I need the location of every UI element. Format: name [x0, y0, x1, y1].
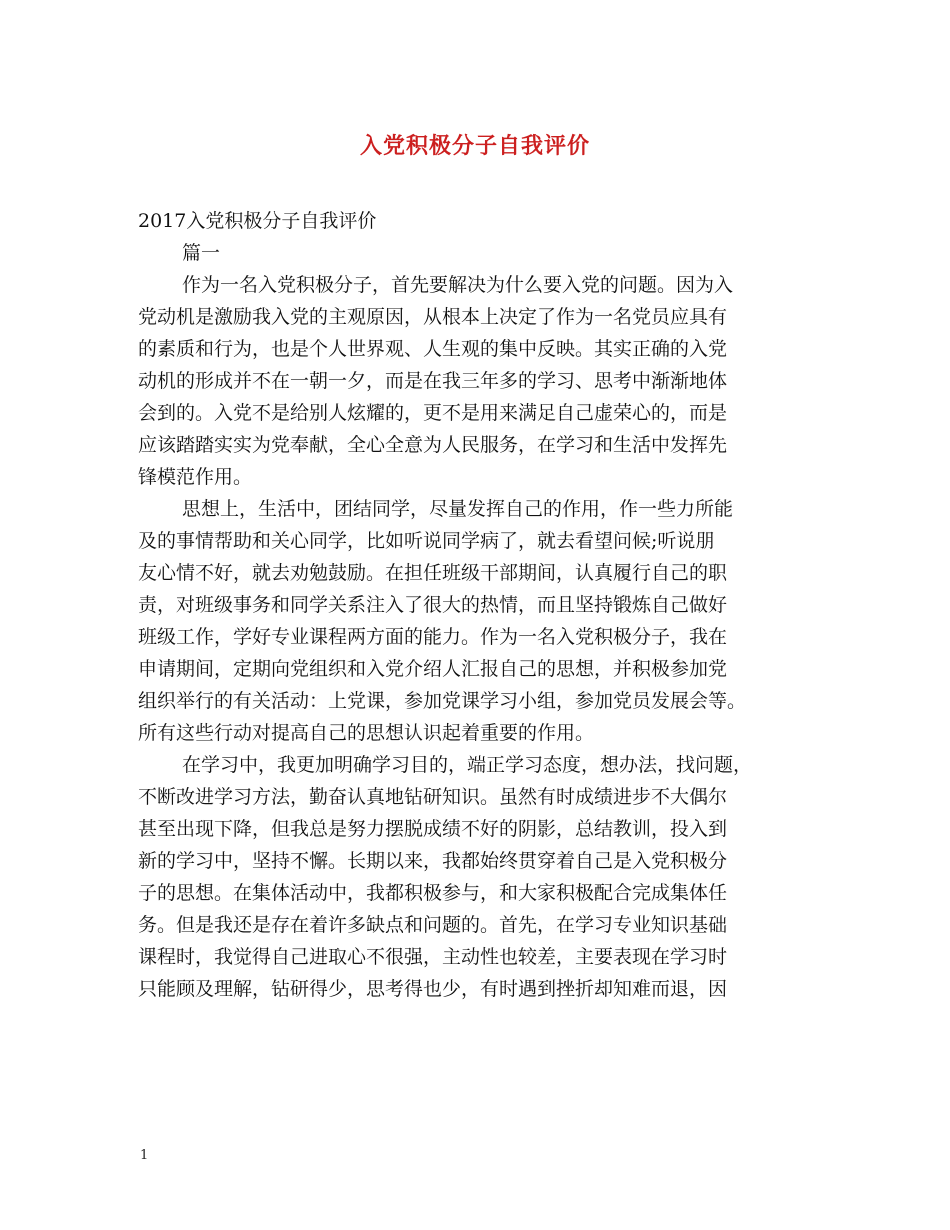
paragraph-line: 课程时，我觉得自己进取心不很强，主动性也较差，主要表现在学习时 — [138, 946, 728, 968]
paragraph-line: 不断改进学习方法，勤奋认真地钻研知识。虽然有时成绩进步不大偶尔 — [138, 786, 728, 808]
paragraph-line: 在学习中，我更加明确学习目的，端正学习态度，想办法，找问题， — [182, 754, 753, 776]
paragraph-line: 申请期间，定期向党组织和入党介绍人汇报自己的思想，并积极参加党 — [138, 658, 728, 680]
paragraph-line: 班级工作，学好专业课程两方面的能力。作为一名入党积极分子，我在 — [138, 626, 728, 648]
paragraph-line: 甚至出现下降，但我总是努力摆脱成绩不好的阴影，总结教训，投入到 — [138, 818, 728, 840]
paragraph-line: 子的思想。在集体活动中，我都积极参与，和大家积极配合完成集体任 — [138, 882, 728, 904]
document-body — [138, 205, 818, 1005]
section-heading: 篇一 — [182, 242, 221, 264]
paragraph-line: 锋模范作用。 — [138, 466, 253, 488]
paragraph-line: 所有这些行动对提高自己的思想认识起着重要的作用。 — [138, 722, 595, 744]
paragraph-line: 应该踏踏实实为党奉献，全心全意为人民服务，在学习和生活中发挥先 — [138, 434, 728, 456]
page-number: 1 — [140, 1148, 149, 1163]
paragraph-line: 责，对班级事务和同学关系注入了很大的热情，而且坚持锻炼自己做好 — [138, 594, 728, 616]
paragraph-line: 思想上，生活中，团结同学，尽量发挥自己的作用，作一些力所能 — [182, 498, 734, 520]
subtitle-line: 2017入党积极分子自我评价 — [138, 210, 377, 232]
paragraph-line: 及的事情帮助和关心同学，比如听说同学病了，就去看望问候;听说朋 — [138, 530, 715, 552]
paragraph-line: 的素质和行为，也是个人世界观、人生观的集中反映。其实正确的入党 — [138, 338, 728, 360]
paragraph-line: 新的学习中，坚持不懈。长期以来，我都始终贯穿着自己是入党积极分 — [138, 850, 728, 872]
paragraph-line: 务。但是我还是存在着许多缺点和问题的。首先，在学习专业知识基础 — [138, 914, 728, 936]
document-title: 入党积极分子自我评价 — [359, 133, 590, 159]
paragraph-line: 动机的形成并不在一朝一夕，而是在我三年多的学习、思考中渐渐地体 — [138, 370, 728, 392]
paragraph-line: 会到的。入党不是给别人炫耀的，更不是用来满足自己虚荣心的，而是 — [138, 402, 728, 424]
paragraph-line: 组织举行的有关活动：上党课，参加党课学习小组，参加党员发展会等。 — [138, 690, 747, 712]
paragraph-line: 党动机是激励我入党的主观原因，从根本上决定了作为一名党员应具有 — [138, 306, 728, 328]
paragraph-line: 友心情不好，就去劝勉鼓励。在担任班级干部期间，认真履行自己的职 — [138, 562, 728, 584]
paragraph-line: 作为一名入党积极分子，首先要解决为什么要入党的问题。因为入 — [182, 274, 734, 296]
paragraph-line: 只能顾及理解，钻研得少，思考得也少，有时遇到挫折却知难而退，因 — [138, 978, 728, 1000]
